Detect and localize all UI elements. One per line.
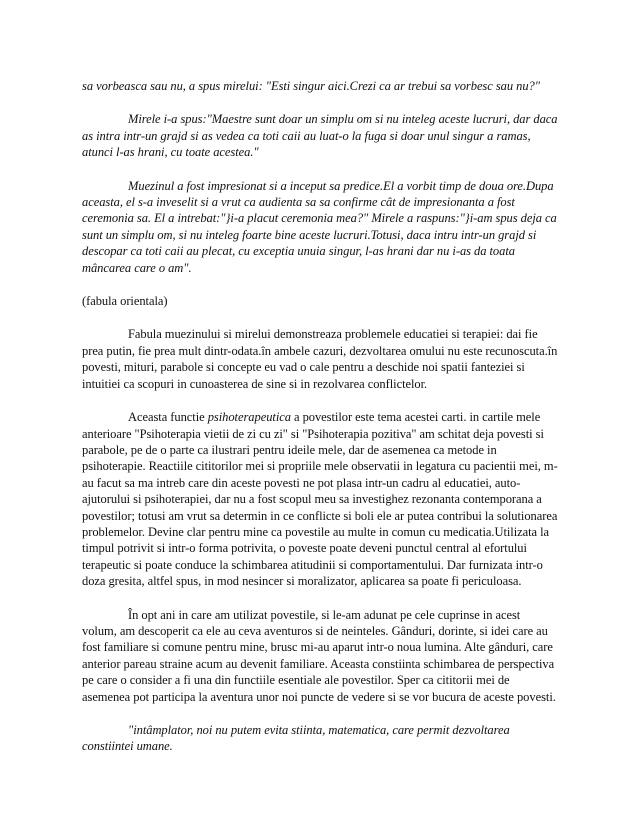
paragraph-6-rest: a povestilor este tema acestei carti. in cartile mele anterioare "Psihoterapia vietii de zi cu zi" si "Psihoterapia pozitiva" am schitat deja povesti si parabole, pe de o parte ca ilustrari pentru ideile mele, dar de asemenea ca metode in psihoterapie. Reactiile cititorilor mei si propriile mele observatii in legatura cu pacientii mei, m-au facut sa ma intreb care din aceste povesti ne pot plasa intr-un cadru al educatiei, auto-ajutorului si psihoterapiei, dar nu a fost scopul meu sa investighez rezonanta contemporana a povestilor; totusi am vrut sa determin in ce conflicte si boli ele ar putea contribui la solutionarea problemelor. Devine clar pentru mine ca povestile au multe in comun cu medicatia.Utilizata la timpul potrivit si intr-o forma potrivita, o poveste poate deveni punctul central al efortului terapeutic si poate conduce la schimbarea atitudinii si comportamentului. Dar furnizata intr-o doza gresita, altfel spus, in mod nesincer si moralizator, aplicarea sa poate fi periculoasa. [82,410,558,589]
paragraph-5: Fabula muezinului si mirelui demonstreaza problemele educatiei si terapiei: dai fie prea putin, fie prea mult dintr-odata.în ambele cazuri, dezvoltarea omului nu este recunoscuta.în povesti, mituri, parabole si concepte eu vad o cale pentru a deschide noi spatii fanteziei si intuitiei ca scopuri in cunoasterea de sine si in rezolvarea conflictelor. [82,327,558,391]
fable-source-line: (fabula orientala) [82,294,168,309]
paragraph-1: sa vorbeasca sau nu, a spus mirelui: "Esti singur aici.Crezi ca ar trebui sa vorbesc sau nu?" [82,79,540,93]
paragraph-6-lead: Aceasta functie [128,410,208,425]
paragraph-2: Mirele i-a spus:"Maestre sunt doar un simplu om si nu inteleg aceste lucruri, dar daca as intra intr-un grajd si as vedea ca toti caii au luat-o la fuga si doar unul singur a ramas, atunci l-as hrani, cu toate acestea." [82,112,558,160]
paragraph-6 [82,409,558,589]
paragraph-6-emphasis: psihoterapeutica [207,410,291,425]
paragraph-3: Muezinul a fost impresionat si a inceput sa predice.El a vorbit timp de doua ore.Dupa aceasta, el s-a inveselit si a vrut ca audienta sa sa confirme cât de impresionanta a fost ceremonia sa. El a intrebat:"}i-a placut ceremonia mea?" Mirele a raspuns:"}i-am spus deja ca sunt un simplu om, si nu inteleg foarte bine aceste lucruri.Totusi, daca intru intr-un grajd si descopar ca toti caii au plecat, cu exceptia unuia singur, l-as hrani dar nu i-as da toata mâncarea care o am". [82,178,557,275]
paragraph-7: În opt ani in care am utilizat povestile, si le-am adunat pe cele cuprinse in acest volum, am descoperit ca ele au ceva aventuros si de neinteles. Gânduri, dorinte, si idei care au fost familiare si comune pentru mine, brusc mi-au aparut intr-o noua lumina. Alte gânduri, care anterior pareau straine acum au devenit familiare. Aceasta constiinta schimbarea de perspectiva pe care o consider a fi una din functiile esentiale ale povestilor. Sper ca cititorii mei de asemenea pot participa la aventura unor noi puncte de vedere si se vor bucura de aceste povesti. [82,607,556,704]
document-body [82,78,558,772]
paragraph-8: "intâmplator, noi nu putem evita stiinta, matematica, care permit dezvoltarea constiintei umane. [82,723,510,754]
